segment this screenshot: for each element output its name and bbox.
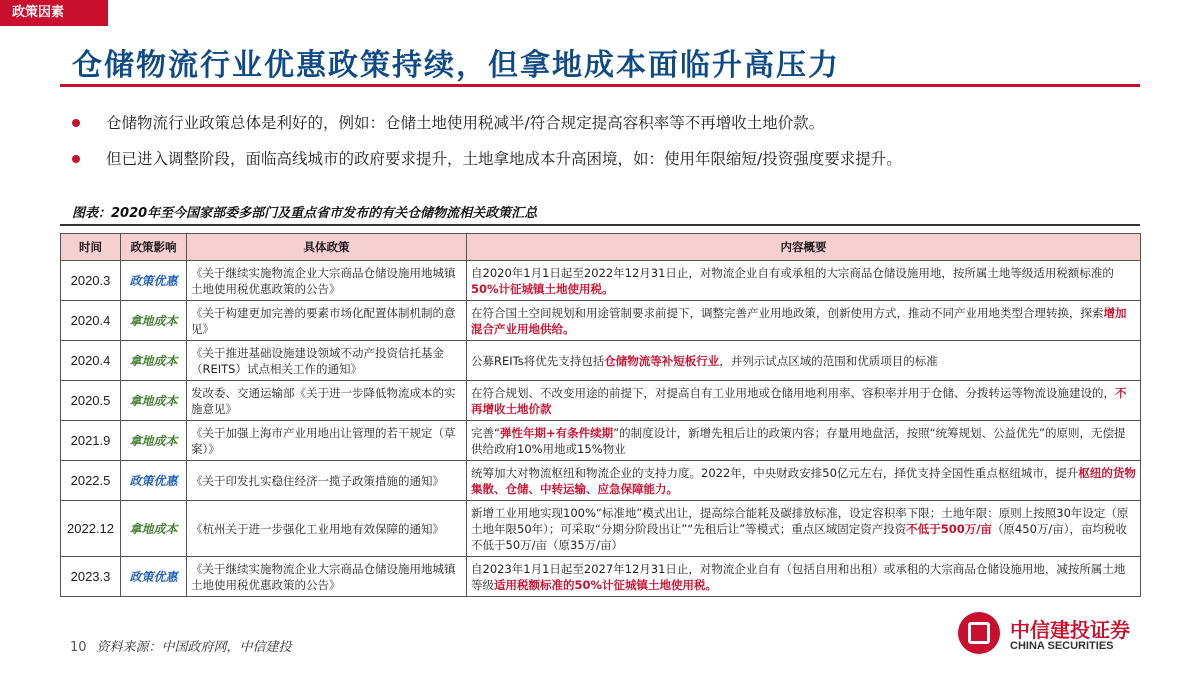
content-highlight: 枢纽的货物集散、仓储、中转运输、应急保障能力。 xyxy=(471,465,1136,496)
content-highlight: 50%计征城镇土地使用税。 xyxy=(471,281,614,296)
content-text: 在符合国土空间规划和用途管制要求前提下，调整完善产业用地政策，创新使用方式，推动不同产业用地类型合理转换，探索 xyxy=(471,305,1104,320)
content-text: 自2023年1月1日起至2027年12月31日止，对物流企业自有（包括自用和出租）或承租的大宗商品仓储设施用地，减按所属土地等级 xyxy=(471,561,1126,592)
content-text: 在符合规划、不改变用途的前提下，对提高自有工业用地或仓储用地利用率、容积率并用于仓储、分拨转运等物流设施建设的， xyxy=(471,385,1115,400)
row-policy: 《关于推进基础设施建设领域不动产投资信托基金（REITS）试点相关工作的通知》 xyxy=(187,341,467,381)
row-policy: 《关于加强上海市产业用地出让管理的若干规定（草案）》 xyxy=(187,421,467,461)
content-text: 自2020年1月1日起至2022年12月31日止，对物流企业自有或承租的大宗商品仓储设施用地，按所属土地等级适用税额标准的 xyxy=(471,265,1114,280)
section-tag: 政策因素 xyxy=(0,0,108,26)
row-content xyxy=(467,261,1141,301)
header-impact: 政策影响 xyxy=(121,234,187,261)
policy-table xyxy=(60,233,1141,597)
bullet-item xyxy=(72,110,1132,136)
logo-mark-icon xyxy=(958,612,1000,654)
bullet-dot-icon xyxy=(72,119,80,127)
table-row xyxy=(61,261,1141,301)
content-highlight: 不再增收土地价款 xyxy=(471,385,1127,416)
footer-source xyxy=(70,636,292,655)
row-policy: 《关于构建更加完善的要素市场化配置体制机制的意见》 xyxy=(187,301,467,341)
page-number: 10 xyxy=(70,640,87,655)
table-row xyxy=(61,381,1141,421)
row-content xyxy=(467,501,1141,557)
row-time: 2020.4 xyxy=(61,341,121,381)
bullet-text: 仓储物流行业政策总体是利好的，例如：仓储土地使用税减半/符合规定提高容积率等不再增收土地价款。 xyxy=(106,114,825,132)
source-text: 资料来源：中国政府网，中信建投 xyxy=(96,640,292,655)
row-impact: 政策优惠 xyxy=(121,261,187,301)
logo-en-text: CHINA SECURITIES xyxy=(1010,640,1114,652)
content-highlight: 弹性年期+有条件续期 xyxy=(499,425,614,440)
header-time: 时间 xyxy=(61,234,121,261)
row-impact: 拿地成本 xyxy=(121,301,187,341)
table-row xyxy=(61,301,1141,341)
row-impact: 政策优惠 xyxy=(121,461,187,501)
row-policy: 《关于印发扎实稳住经济一揽子政策措施的通知》 xyxy=(187,461,467,501)
table-row xyxy=(61,421,1141,461)
row-time: 2022.5 xyxy=(61,461,121,501)
header-policy: 具体政策 xyxy=(187,234,467,261)
table-body xyxy=(61,261,1141,597)
caption-divider xyxy=(60,224,1140,226)
content-text: 公募REITs将优先支持包括 xyxy=(471,353,605,368)
table-caption: 图表：2020年至今国家部委多部门及重点省市发布的有关仓储物流相关政策汇总 xyxy=(72,206,538,221)
page-title: 仓储物流行业优惠政策持续，但拿地成本面临升高压力 xyxy=(72,48,840,83)
row-impact: 政策优惠 xyxy=(121,557,187,597)
content-highlight: 适用税额标准的50%计征城镇土地使用税。 xyxy=(494,577,718,592)
table-row xyxy=(61,461,1141,501)
title-divider xyxy=(60,84,1140,87)
row-impact: 拿地成本 xyxy=(121,421,187,461)
row-content xyxy=(467,381,1141,421)
row-time: 2022.12 xyxy=(61,501,121,557)
row-impact: 拿地成本 xyxy=(121,341,187,381)
row-policy: 发改委、交通运输部《关于进一步降低物流成本的实施意见》 xyxy=(187,381,467,421)
table-header-row xyxy=(61,234,1141,261)
table-row xyxy=(61,501,1141,557)
content-text: 新增工业用地实现100%“标准地”模式出让，提高综合能耗及碳排放标准，设定容积率下限；土地年限：原则上按照30年设定（原土地年限50年）；可采取“分期分阶段出让”“先租后让”等模式；重点区域固定资产投资 xyxy=(471,505,1129,536)
row-time: 2020.5 xyxy=(61,381,121,421)
row-time: 2020.3 xyxy=(61,261,121,301)
row-content xyxy=(467,301,1141,341)
company-logo xyxy=(958,612,1138,660)
content-highlight: 仓储物流等补短板行业 xyxy=(604,353,720,368)
row-time: 2023.3 xyxy=(61,557,121,597)
row-impact: 拿地成本 xyxy=(121,501,187,557)
logo-cn-text: 中信建投证券 xyxy=(1010,618,1130,642)
content-highlight: 不低于500万/亩 xyxy=(906,521,992,536)
row-content xyxy=(467,557,1141,597)
content-text: （原450万/亩），亩均税收不低于50万/亩（原35万/亩） xyxy=(471,521,1128,552)
content-text: 完善“ xyxy=(471,425,500,440)
table-row xyxy=(61,557,1141,597)
row-time: 2020.4 xyxy=(61,301,121,341)
bullet-text: 但已进入调整阶段，面临高线城市的政府要求提升，土地拿地成本升高困境，如：使用年限缩短/投资强度要求提升。 xyxy=(106,150,902,168)
row-policy: 《关于继续实施物流企业大宗商品仓储设施用地城镇土地使用税优惠政策的公告》 xyxy=(187,557,467,597)
row-content xyxy=(467,461,1141,501)
table-row xyxy=(61,341,1141,381)
content-text: ”的制度设计，新增先租后让的政策内容；存量用地盘活，按照“统筹规划、公益优先”的原则，无偿提供给政府10%用地或15%物业 xyxy=(471,425,1126,456)
bullet-item xyxy=(72,146,1132,172)
content-highlight: 增加混合产业用地供给。 xyxy=(471,305,1127,336)
header-content: 内容概要 xyxy=(467,234,1141,261)
row-content xyxy=(467,421,1141,461)
bullet-dot-icon xyxy=(72,155,80,163)
row-policy: 《关于继续实施物流企业大宗商品仓储设施用地城镇土地使用税优惠政策的公告》 xyxy=(187,261,467,301)
content-text: ，并列示试点区域的范围和优质项目的标准 xyxy=(719,353,938,368)
content-text: 统筹加大对物流枢纽和物流企业的支持力度。2022年，中央财政安排50亿元左右，择优支持全国性重点枢纽城市，提升 xyxy=(471,465,1079,480)
row-policy: 《杭州关于进一步强化工业用地有效保障的通知》 xyxy=(187,501,467,557)
row-time: 2021.9 xyxy=(61,421,121,461)
row-content xyxy=(467,341,1141,381)
row-impact: 拿地成本 xyxy=(121,381,187,421)
